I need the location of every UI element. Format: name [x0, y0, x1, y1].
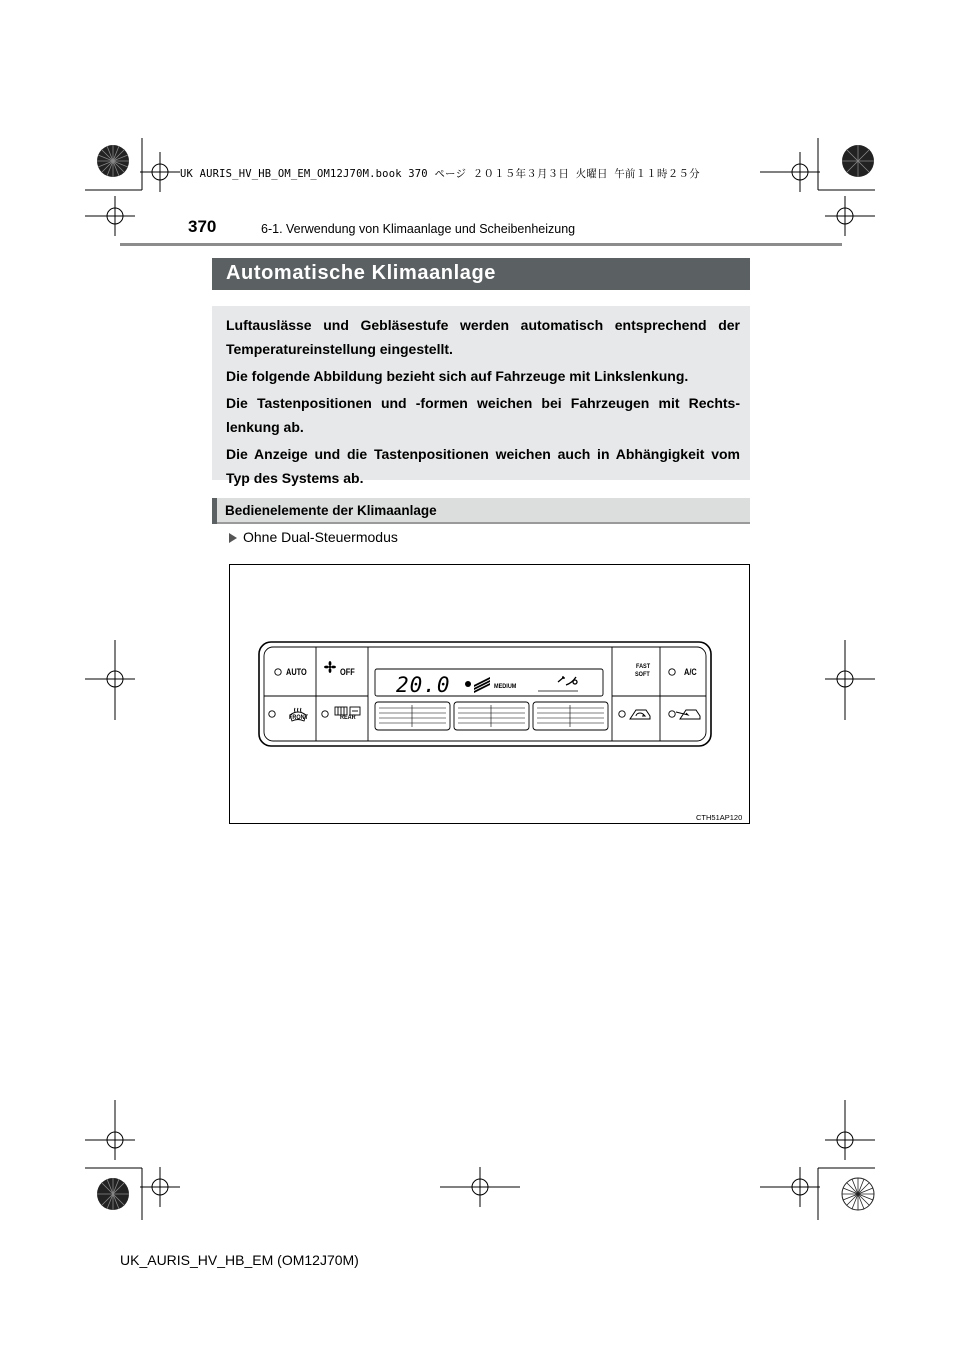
- section-title: Automatische Klimaanlage: [226, 262, 497, 284]
- intro-paragraph: Die Anzeige und die Tastenpositionen weichen auch in Abhängigkeit vom Typ des Systems ab.: [226, 446, 740, 486]
- intro-paragraph: Die folgende Abbildung bezieht sich auf Fahrzeuge mit Linkslenkung.: [226, 368, 689, 384]
- book-header: UK AURIS_HV_HB_OM_EM_OM12J70M.book 370 ページ ２０１５年３月３日 火曜日 午前１１時２５分: [180, 168, 700, 180]
- auto-button-label: AUTO: [286, 667, 307, 677]
- ac-button-label: A/C: [684, 667, 697, 677]
- front-button-label: FRONT: [289, 714, 309, 721]
- intro-paragraph: Die Tastenpositionen und -formen weichen bei Fahrzeugen mit Rechts-lenkung ab.: [226, 395, 740, 435]
- chapter-title: 6-1. Verwendung von Klimaanlage und Scheibenheizung: [261, 222, 576, 236]
- display-fan-mode: MEDIUM: [494, 683, 517, 690]
- figure-code: CTH51AP120: [696, 813, 743, 822]
- intro-paragraph: Luftauslässe und Gebläsestufe werden automatisch entsprechend der Temperatureinstellung eingestellt.: [226, 317, 740, 357]
- subsection-accent: [212, 498, 217, 524]
- footer-code: UK_AURIS_HV_HB_EM (OM12J70M): [120, 1252, 359, 1268]
- header-rule: [120, 243, 842, 246]
- fast-button-label: FAST: [636, 663, 651, 670]
- climate-control-panel: [258, 641, 712, 747]
- bullet-text: Ohne Dual-Steuermodus: [243, 529, 398, 545]
- airflow-mode-icon: [558, 677, 577, 685]
- off-button-label: OFF: [340, 667, 355, 677]
- soft-button-label: SOFT: [635, 671, 650, 678]
- fresh-air-icon: [676, 710, 700, 719]
- recirculate-icon: [630, 710, 650, 719]
- display-temperature: 20.0: [396, 673, 451, 697]
- intro-text: [226, 313, 740, 493]
- fan-icon: [324, 661, 336, 673]
- bullet-arrow-icon: [229, 533, 237, 543]
- rear-button-label: REAR: [340, 714, 356, 721]
- page-number: 370: [188, 217, 217, 236]
- display-fan-level: [465, 677, 490, 693]
- subsection-title: Bedienelemente der Klimaanlage: [225, 503, 437, 518]
